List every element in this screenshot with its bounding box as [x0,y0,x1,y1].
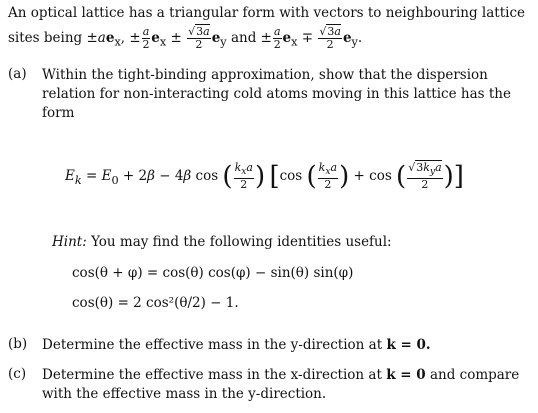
part-b-text: Determine the effective mass in the y-direction at [42,337,383,353]
k-zero-c: k = 0 [386,367,426,383]
frac-a-2-b: $\frac{a}{2}$ [273,25,281,51]
identity-1: cos(θ + φ) = cos(θ) cos(φ) − sin(θ) sin(φ) [72,265,354,281]
part-c-label: (c) [8,366,27,382]
hint-text: You may find the following identities useful: [91,234,392,250]
intro-prefix: sites being $\pm ae_x$, ± [8,30,141,49]
part-b-label: (b) [8,336,28,352]
part-b-line [42,336,530,354]
part-a-line-1: Within the tight-binding approximation, show that the dispersion [42,67,488,83]
frac-sqrt3a-2-b: $\frac{√3a}{2}$ [319,25,341,51]
hint-line [52,234,392,250]
part-a-line-2: relation for non-interacting cold atoms moving in this lattice has the [42,86,511,102]
intro-and: and [230,30,257,46]
frac-a-2: $\frac{a}{2}$ [142,25,150,51]
k-zero: k = 0. [386,337,431,353]
part-c-line-2: with the effective mass in the y-direction. [42,386,327,402]
hint-title: Hint: [52,234,87,250]
part-c-end: and compare [429,367,520,383]
part-c-line-1 [42,366,530,384]
part-a-line-3: form [42,105,75,121]
intro-line-1: An optical lattice has a triangular form with vectors to neighbouring lattice [8,5,526,21]
dispersion-equation: $E_k = E_0 + 2\beta - 4\beta$ cos ( $\frac{k_xa}{2}$ ) [cos ( $\frac{k_xa}{2}$ ) + cos ( $\frac{√3k_ya}{2}$ )] [65,161,464,192]
part-c-text: Determine the effective mass in the x-direction at [42,367,382,383]
part-a-label: (a) [8,66,27,82]
frac-sqrt3a-2: $\frac{√3a}{2}$ [188,25,210,51]
identity-2: cos(θ) = 2 cos²(θ/2) − 1. [72,295,239,311]
intro-line-2: sites being $\pm ae_x$, ± $\frac{a}{2}$ $e_x$ ± $\frac{√3a}{2}$ $e_y$ and ± $\frac{a}{2}$ $e_x$ ∓ $\frac{√3a}{2}$ $e_y$. [8,25,363,51]
